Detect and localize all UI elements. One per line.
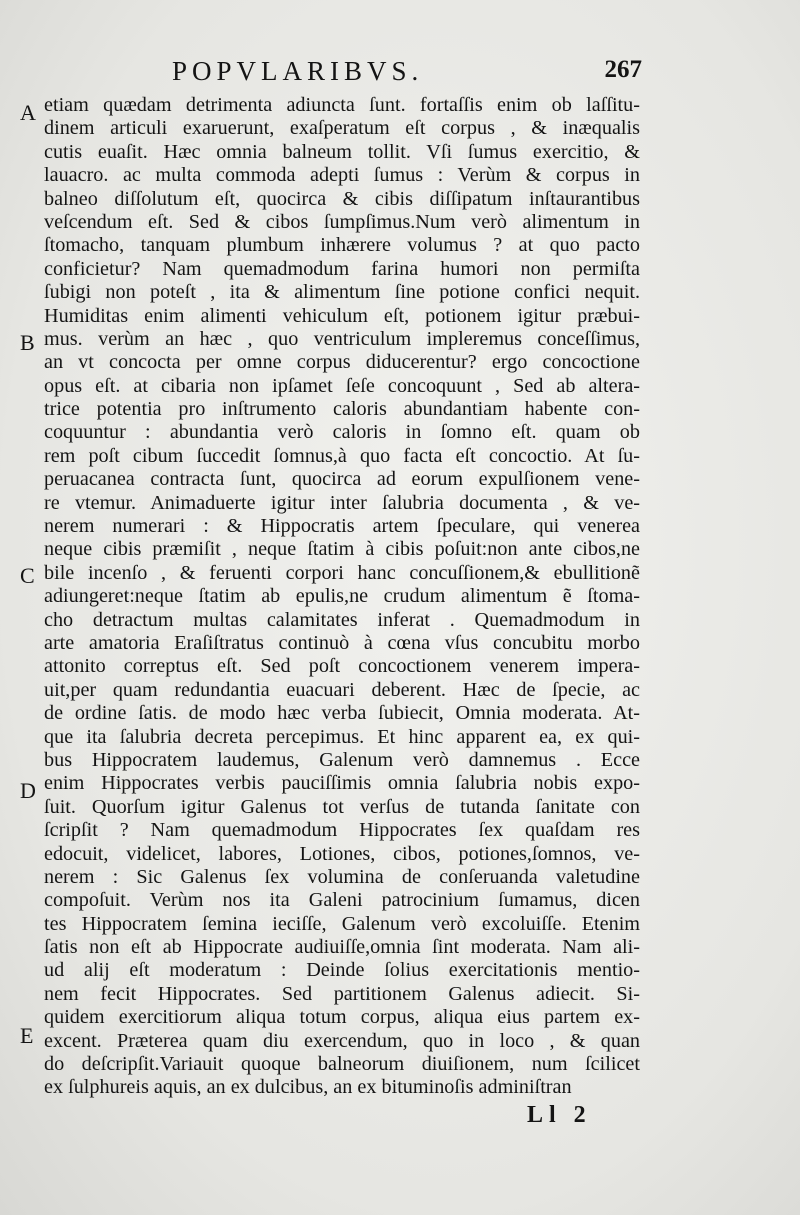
- text-line: mus. verùm an hæc , quo ventriculum impleremus conceſſimus,: [44, 327, 640, 350]
- text-line: veſcendum eſt. Sed & cibos ſumpſimus.Num verò alimentum in: [44, 210, 640, 233]
- text-line: nerem numerari : & Hippocratis artem ſpeculare, qui venerea: [44, 515, 640, 538]
- text-line: ſuit. Quorſum igitur Galenus tot verſus de tutanda ſanitate con: [44, 795, 640, 818]
- text-line: cutis euaſit. Hæc omnia balneum tollit. Vſi ſumus exercitio, &: [44, 140, 640, 163]
- text-line: compoſuit. Verùm nos ita Galeni patrocinium ſumamus, dicen: [44, 889, 640, 912]
- text-line: conficietur? Nam quemadmodum farina humori non permiſta: [44, 257, 640, 280]
- text-line: opus eſt. at cibaria non ipſamet ſeſe concoquunt , Sed ab altera-: [44, 374, 640, 397]
- text-line: tes Hippocratem ſemina ieciſſe, Galenum verò excoluiſſe. Etenim: [44, 912, 640, 935]
- text-line: do deſcripſit.Variauit quoque balneorum diuiſionem, num ſcilicet: [44, 1053, 640, 1076]
- margin-letter-b: B: [20, 330, 35, 355]
- body-text: [44, 94, 640, 1100]
- text-line: Humiditas enim alimenti vehiculum eſt, potionem igitur præbui-: [44, 304, 640, 327]
- text-line: lauacro. ac multa commoda adepti ſumus : Verùm & corpus in: [44, 164, 640, 187]
- text-line: coquuntur : abundantia verò caloris in ſomno eſt. quam ob: [44, 421, 640, 444]
- text-line: rem poſt cibum ſuccedit ſomnus,à quo facta eſt concoctio. At ſu-: [44, 444, 640, 467]
- text-line: nerem : Sic Galenus ſex volumina de conſeruanda valetudine: [44, 865, 640, 888]
- text-line: adiungeret:neque ſtatim ab epulis,ne crudum alimentum ẽ ſtoma-: [44, 585, 640, 608]
- running-title: POPVLARIBVS.: [172, 56, 424, 86]
- text-line: ſcripſit ? Nam quemadmodum Hippocrates ſex quaſdam res: [44, 819, 640, 842]
- signature-mark: Ll 2: [527, 1102, 592, 1128]
- text-line: arte amatoria Eraſiſtratus continuò à cœna vſus concubitu morbo: [44, 631, 640, 654]
- text-line: bus Hippocratem laudemus, Galenum verò damnemus . Ecce: [44, 748, 640, 771]
- margin-letter-c: C: [20, 563, 35, 588]
- text-line: peruacanea contracta ſunt, quocirca ad eorum expulſionem vene-: [44, 468, 640, 491]
- text-line: neque cibis præmiſit , neque ſtatim à cibis poſuit:non ante cibos,ne: [44, 538, 640, 561]
- text-line: ſatis non eſt ab Hippocrate audiuiſſe,omnia ſint moderata. Nam ali-: [44, 936, 640, 959]
- text-line: excent. Præterea quam diu exercendum, quo in loco , & quan: [44, 1029, 640, 1052]
- text-line: ſtomacho, tanquam plumbum inhærere volumus ? at quo pacto: [44, 234, 640, 257]
- text-line: nem fecit Hippocrates. Sed partitionem Galenus adiecit. Si-: [44, 982, 640, 1005]
- text-line: que ita ſalubria decreta percepimus. Et hinc apparent ea, ex qui-: [44, 725, 640, 748]
- margin-letter-a: A: [20, 100, 36, 125]
- text-line: dinem articuli exaruerunt, exaſperatum eſt corpus , & inæqualis: [44, 117, 640, 140]
- text-line: uit,per quam redundantia euacuari deberent. Hæc de ſpecie, ac: [44, 678, 640, 701]
- text-line: enim Hippocrates verbis pauciſſimis omnia ſalubria nobis expo-: [44, 772, 640, 795]
- text-line: attonito correptus eſt. Sed poſt concoctionem venerem impera-: [44, 655, 640, 678]
- text-line: de ordine ſatis. de modo hæc verba ſubiecit, Omnia moderata. At-: [44, 702, 640, 725]
- text-line: re vtemur. Animaduerte igitur inter ſalubria documenta , & ve-: [44, 491, 640, 514]
- text-line: ſubigi non poteſt , ita & alimentum ſine potione confici nequit.: [44, 281, 640, 304]
- text-line: bile incenſo , & feruenti corpori hanc concuſſionem,& ebullitionẽ: [44, 561, 640, 584]
- text-line: an vt concocta per omne corpus diducerentur? ergo concoctione: [44, 351, 640, 374]
- page-number: 267: [604, 56, 642, 83]
- text-line: trice potentia pro inſtrumento caloris abundantiam habente con-: [44, 398, 640, 421]
- text-line: quidem exercitiorum aliqua totum corpus, aliqua eius partem ex-: [44, 1006, 640, 1029]
- text-line: ex ſulphureis aquis, an ex dulcibus, an ex bituminoſis adminiſtran: [44, 1076, 572, 1099]
- text-line: etiam quædam detrimenta adiuncta ſunt. fortaſſis enim ob laſſitu-: [44, 94, 640, 116]
- text-line: cho detractum multas calamitates inferat . Quemadmodum in: [44, 608, 640, 631]
- text-line: ud alij eſt moderatum : Deinde ſolius exercitationis mentio-: [44, 959, 640, 982]
- margin-letter-d: D: [20, 778, 36, 803]
- text-line: balneo diſſolutum eſt, quocirca & cibis diſſipatum inſtaurantibus: [44, 187, 640, 210]
- margin-letter-e: E: [20, 1023, 34, 1048]
- text-line: edocuit, videlicet, labores, Lotiones, cibos, potiones,ſomnos, ve-: [44, 842, 640, 865]
